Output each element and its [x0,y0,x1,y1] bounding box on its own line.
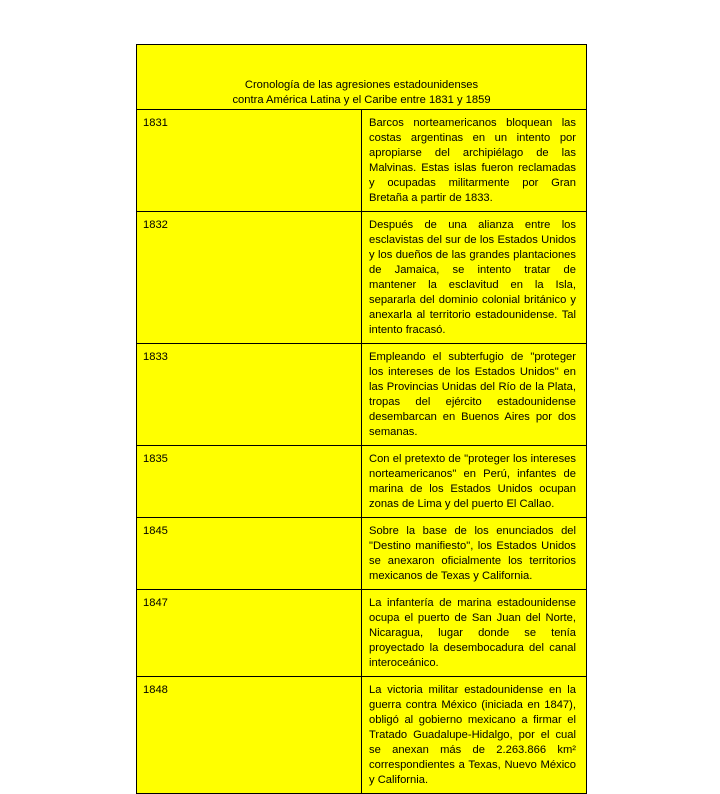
event-description: Con el pretexto de "proteger los intereses norteamericanos" en Perú, infantes de marina de los Estados Unidos ocupan zonas de Lima y del puerto El Callao. [362,446,587,518]
title-line-1: Cronología de las agresiones estadounidenses [244,79,479,91]
event-description: La victoria militar estadounidense en la guerra contra México (iniciada en 1847), obligó al gobierno mexicano a firmar el Tratado Guadalupe-Hidalgo, por el cual se anexan más de 2.263.866 km² correspondientes a Texas, Nuevo México y California. [362,677,587,794]
year-cell: 1847 [137,590,362,677]
year-cell: 1848 [137,677,362,794]
table-row [137,590,587,677]
table-row [137,212,587,344]
event-description: Barcos norteamericanos bloquean las costas argentinas en un intento por apropiarse del archipiélago de las Malvinas. Estas islas fueron reclamadas y ocupadas militarmente por Gran Bretaña a partir de 1833. [362,110,587,212]
year-cell: 1831 [137,110,362,212]
event-description: Empleando el subterfugio de "proteger los intereses de los Estados Unidos" en las Provincias Unidas del Río de la Plata, tropas del ejército estadounidense desembarcan en Buenos Aires por dos semanas. [362,344,587,446]
title-row [137,45,587,110]
table-row [137,446,587,518]
table-row [137,677,587,794]
table-row [137,344,587,446]
chronology-table [136,44,587,794]
event-description: Después de una alianza entre los esclavistas del sur de los Estados Unidos y los dueños de las grandes plantaciones de Jamaica, se intento tratar de mantener la esclavitud en la Isla, separarla del dominio colonial británico y anexarla al territorio estadounidense. Tal intento fracasó. [362,212,587,344]
year-cell: 1832 [137,212,362,344]
year-cell: 1835 [137,446,362,518]
title-line-2: contra América Latina y el Caribe entre 1831 y 1859 [232,94,491,106]
event-description: Sobre la base de los enunciados del "Destino manifiesto", los Estados Unidos se anexaron oficialmente los territorios mexicanos de Texas y California. [362,518,587,590]
event-description: La infantería de marina estadounidense ocupa el puerto de San Juan del Norte, Nicaragua, lugar donde se tenía proyectado la desembocadura del canal interoceánico. [362,590,587,677]
table-title [137,45,587,110]
table-row [137,518,587,590]
year-cell: 1845 [137,518,362,590]
table-row [137,110,587,212]
year-cell: 1833 [137,344,362,446]
